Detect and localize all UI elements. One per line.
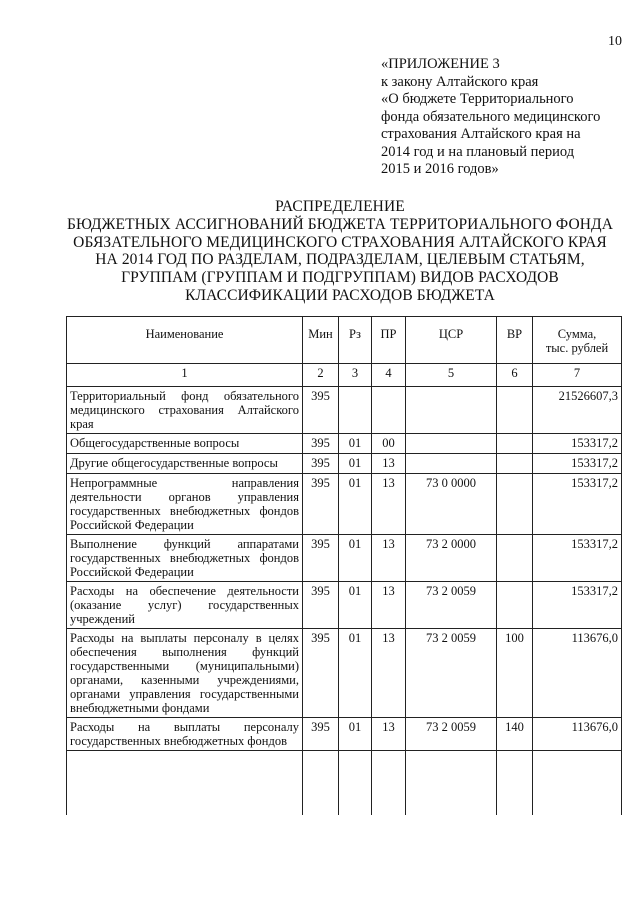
row-rz: 01 xyxy=(339,474,372,535)
header-pr: ПР xyxy=(372,317,406,364)
row-rz: 01 xyxy=(339,454,372,474)
row-sum: 153317,2 xyxy=(533,582,622,629)
row-csr xyxy=(406,434,497,454)
empty-cell xyxy=(406,751,497,816)
row-pr: 13 xyxy=(372,535,406,582)
row-csr xyxy=(406,387,497,434)
row-min: 395 xyxy=(303,387,339,434)
table-header-row xyxy=(67,317,622,364)
header-sum xyxy=(533,317,622,364)
row-name: Расходы на обеспечение деятельности (оказание услуг) государственных учреждений xyxy=(67,582,303,629)
row-sum: 113676,0 xyxy=(533,629,622,718)
row-rz: 01 xyxy=(339,434,372,454)
row-name: Непрограммные направления деятельности органов управления государственных внебюджетных фондов Российской Федерации xyxy=(67,474,303,535)
row-csr: 73 0 0000 xyxy=(406,474,497,535)
row-sum: 21526607,3 xyxy=(533,387,622,434)
row-pr: 13 xyxy=(372,582,406,629)
column-number: 5 xyxy=(406,364,497,387)
appendix-line: 2015 и 2016 годов» xyxy=(381,161,499,177)
row-pr: 00 xyxy=(372,434,406,454)
row-vr: 100 xyxy=(497,629,533,718)
row-pr xyxy=(372,387,406,434)
appendix-line: фонда обязательного медицинского xyxy=(381,108,601,125)
page-number: 10 xyxy=(608,34,622,49)
empty-cell xyxy=(372,751,406,816)
table-row xyxy=(67,454,622,474)
appendix-line: к закону Алтайского края xyxy=(381,73,539,90)
title-line: НА 2014 ГОД ПО РАЗДЕЛАМ, ПОДРАЗДЕЛАМ, ЦЕЛЕВЫМ СТАТЬЯМ, xyxy=(95,251,585,269)
row-csr xyxy=(406,454,497,474)
row-vr xyxy=(497,387,533,434)
row-sum: 153317,2 xyxy=(533,535,622,582)
row-sum: 153317,2 xyxy=(533,474,622,535)
row-rz xyxy=(339,387,372,434)
table-row xyxy=(67,474,622,535)
document-title xyxy=(60,198,620,305)
column-number: 4 xyxy=(372,364,406,387)
table-row xyxy=(67,718,622,751)
row-min: 395 xyxy=(303,629,339,718)
row-rz: 01 xyxy=(339,535,372,582)
table-row xyxy=(67,535,622,582)
table-row xyxy=(67,582,622,629)
row-min: 395 xyxy=(303,434,339,454)
row-sum: 113676,0 xyxy=(533,718,622,751)
row-min: 395 xyxy=(303,535,339,582)
title-line: ОБЯЗАТЕЛЬНОГО МЕДИЦИНСКОГО СТРАХОВАНИЯ АЛТАЙСКОГО КРАЯ xyxy=(73,233,607,251)
title-line: КЛАССИФИКАЦИИ РАСХОДОВ БЮДЖЕТА xyxy=(185,286,495,304)
empty-cell xyxy=(339,751,372,816)
row-pr: 13 xyxy=(372,454,406,474)
appendix-reference xyxy=(381,56,631,179)
row-vr: 140 xyxy=(497,718,533,751)
header-sum-line1: Сумма, xyxy=(557,327,597,341)
row-vr xyxy=(497,535,533,582)
empty-cell xyxy=(303,751,339,816)
row-vr xyxy=(497,582,533,629)
table-row xyxy=(67,629,622,718)
row-min: 395 xyxy=(303,474,339,535)
column-number: 1 xyxy=(67,364,303,387)
row-vr xyxy=(497,454,533,474)
row-vr xyxy=(497,474,533,535)
row-csr: 73 2 0059 xyxy=(406,629,497,718)
row-name: Расходы на выплаты персоналу в целях обеспечения выполнения функций государственными (муниципальными) органами, казенными учреждениями, органами управления государственными внебюджетными фондами xyxy=(67,629,303,718)
title-line: БЮДЖЕТНЫХ АССИГНОВАНИЙ БЮДЖЕТА ТЕРРИТОРИАЛЬНОГО ФОНДА xyxy=(66,215,614,233)
header-vr: ВР xyxy=(497,317,533,364)
row-csr: 73 2 0059 xyxy=(406,582,497,629)
table-continuation-row xyxy=(67,751,622,816)
row-sum: 153317,2 xyxy=(533,434,622,454)
row-name: Общегосударственные вопросы xyxy=(67,434,303,454)
title-line: ГРУППАМ (ГРУППАМ И ПОДГРУППАМ) ВИДОВ РАСХОДОВ xyxy=(121,269,559,287)
row-csr: 73 2 0059 xyxy=(406,718,497,751)
row-name: Выполнение функций аппаратами государственных внебюджетных фондов Российской Федерации xyxy=(67,535,303,582)
appendix-line: «ПРИЛОЖЕНИЕ 3 xyxy=(381,56,500,72)
row-name: Территориальный фонд обязательного медицинского страхования Алтайского края xyxy=(67,387,303,434)
header-rz: Рз xyxy=(339,317,372,364)
row-name: Расходы на выплаты персоналу государственных внебюджетных фондов xyxy=(67,718,303,751)
appendix-line: 2014 год и на плановый период xyxy=(381,143,575,160)
row-min: 395 xyxy=(303,454,339,474)
appendix-line: страхования Алтайского края на xyxy=(381,126,581,142)
column-number: 7 xyxy=(533,364,622,387)
row-pr: 13 xyxy=(372,629,406,718)
table-row xyxy=(67,434,622,454)
header-sum-line2: тыс. рублей xyxy=(545,341,609,355)
row-sum: 153317,2 xyxy=(533,454,622,474)
column-number: 6 xyxy=(497,364,533,387)
row-min: 395 xyxy=(303,718,339,751)
empty-cell xyxy=(497,751,533,816)
row-pr: 13 xyxy=(372,718,406,751)
row-pr: 13 xyxy=(372,474,406,535)
row-rz: 01 xyxy=(339,718,372,751)
column-number: 3 xyxy=(339,364,372,387)
table-row xyxy=(67,387,622,434)
row-rz: 01 xyxy=(339,582,372,629)
empty-cell xyxy=(533,751,622,816)
row-min: 395 xyxy=(303,582,339,629)
row-rz: 01 xyxy=(339,629,372,718)
row-name: Другие общегосударственные вопросы xyxy=(67,454,303,474)
appendix-line: «О бюджете Территориального xyxy=(381,91,574,107)
column-number: 2 xyxy=(303,364,339,387)
row-csr: 73 2 0000 xyxy=(406,535,497,582)
header-min: Мин xyxy=(303,317,339,364)
column-number-row xyxy=(67,364,622,387)
row-vr xyxy=(497,434,533,454)
header-csr: ЦСР xyxy=(406,317,497,364)
empty-cell xyxy=(67,751,303,816)
header-name: Наименование xyxy=(67,317,303,364)
title-line: РАСПРЕДЕЛЕНИЕ xyxy=(275,198,405,215)
budget-table xyxy=(66,316,622,815)
